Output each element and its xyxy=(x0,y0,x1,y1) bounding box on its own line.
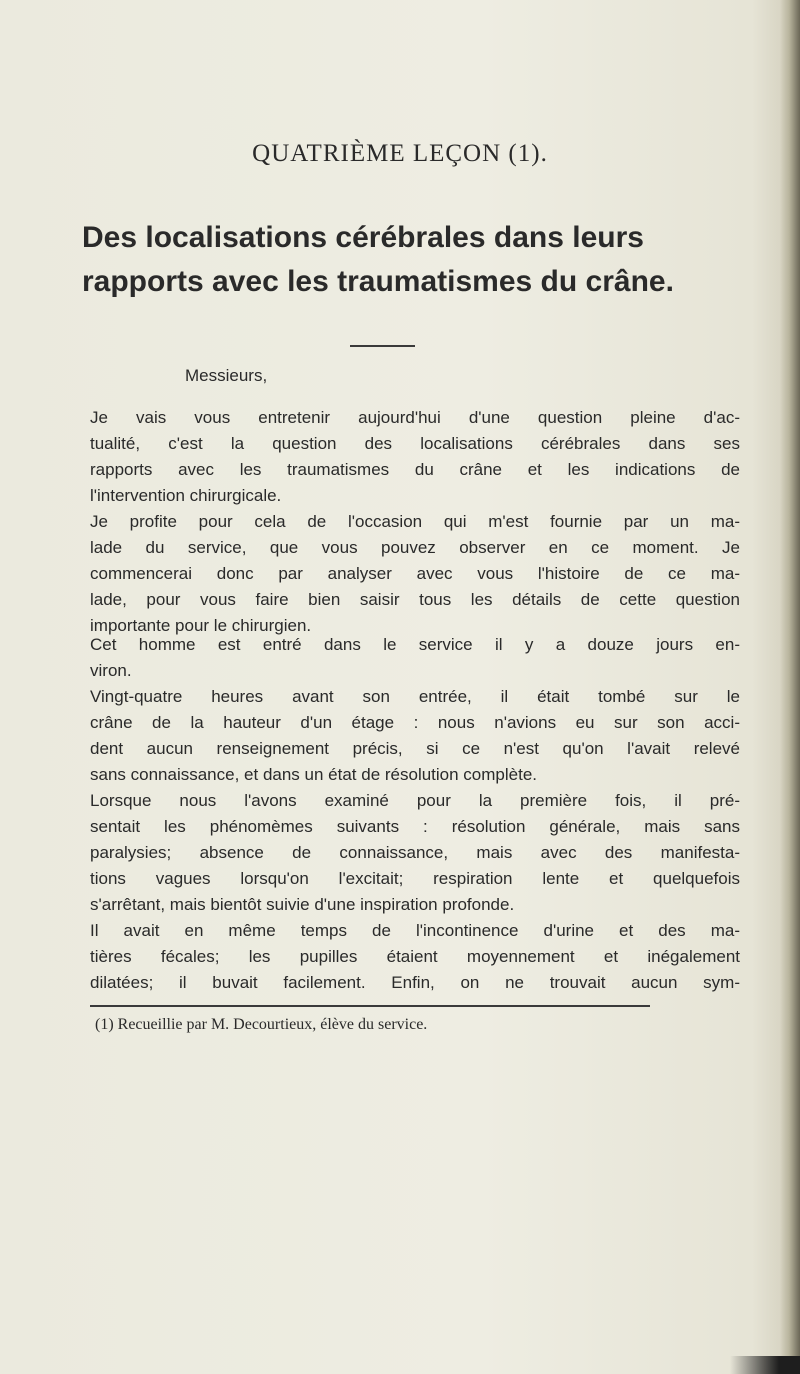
text-line: Il avait en même temps de l'incontinence d'urine et des ma- xyxy=(90,921,740,940)
text-line: rapports avec les traumatismes du crâne et les indications de xyxy=(90,460,740,479)
text-line: Je profite pour cela de l'occasion qui m'est fournie par un ma- xyxy=(90,512,740,531)
footnote: (1) Recueillie par M. Decourtieux, élève du service. xyxy=(95,1016,428,1033)
paragraph-6 xyxy=(90,918,740,996)
paragraph-1 xyxy=(90,405,740,509)
text-line: sans connaissance, et dans un état de résolution complète. xyxy=(90,765,538,784)
text-line: lade, pour vous faire bien saisir tous les détails de cette question xyxy=(90,590,740,609)
page-edge-shadow xyxy=(780,0,800,1374)
text-line: importante pour le chirurgien. xyxy=(90,616,312,635)
chapter-title: Des localisations cérébrales dans leurs rapports avec les traumatismes du crâne. xyxy=(82,221,674,298)
paragraph-2 xyxy=(90,509,740,639)
text-line: commencerai donc par analyser avec vous l'histoire de ce ma- xyxy=(90,564,740,583)
text-line: lade du service, que vous pouvez observer en ce moment. Je xyxy=(90,538,740,557)
text-line: tions vagues lorsqu'on l'excitait; respiration lente et quelquefois xyxy=(90,869,740,888)
text-line: tières fécales; les pupilles étaient moyennement et inégalement xyxy=(90,947,740,966)
text-line: crâne de la hauteur d'un étage : nous n'avions eu sur son acci- xyxy=(90,713,740,732)
paragraph-3 xyxy=(90,632,740,684)
salutation: Messieurs, xyxy=(185,366,268,385)
text-line: Vingt-quatre heures avant son entrée, il était tombé sur le xyxy=(90,687,740,706)
footnote-divider xyxy=(90,1005,650,1007)
text-line: Lorsque nous l'avons examiné pour la première fois, il pré- xyxy=(90,791,740,810)
text-line: dent aucun renseignement précis, si ce n'est qu'on l'avait relevé xyxy=(90,739,740,758)
page-corner-shadow xyxy=(730,1356,800,1374)
text-line: l'intervention chirurgicale. xyxy=(90,486,282,505)
text-line: s'arrêtant, mais bientôt suivie d'une inspiration profonde. xyxy=(90,895,515,914)
lecture-title: QUATRIÈME LEÇON (1). xyxy=(252,140,548,167)
text-line: sentait les phénomèmes suivants : résolution générale, mais sans xyxy=(90,817,740,836)
text-line: tualité, c'est la question des localisations cérébrales dans ses xyxy=(90,434,740,453)
title-divider xyxy=(350,345,415,347)
text-line: Cet homme est entré dans le service il y a douze jours en- xyxy=(90,635,740,654)
paragraph-5 xyxy=(90,788,740,918)
paragraph-4 xyxy=(90,684,740,788)
text-line: dilatées; il buvait facilement. Enfin, on ne trouvait aucun sym- xyxy=(90,973,740,992)
text-line: viron. xyxy=(90,661,132,680)
text-line: Je vais vous entretenir aujourd'hui d'une question pleine d'ac- xyxy=(90,408,740,427)
text-line: paralysies; absence de connaissance, mais avec des manifesta- xyxy=(90,843,740,862)
